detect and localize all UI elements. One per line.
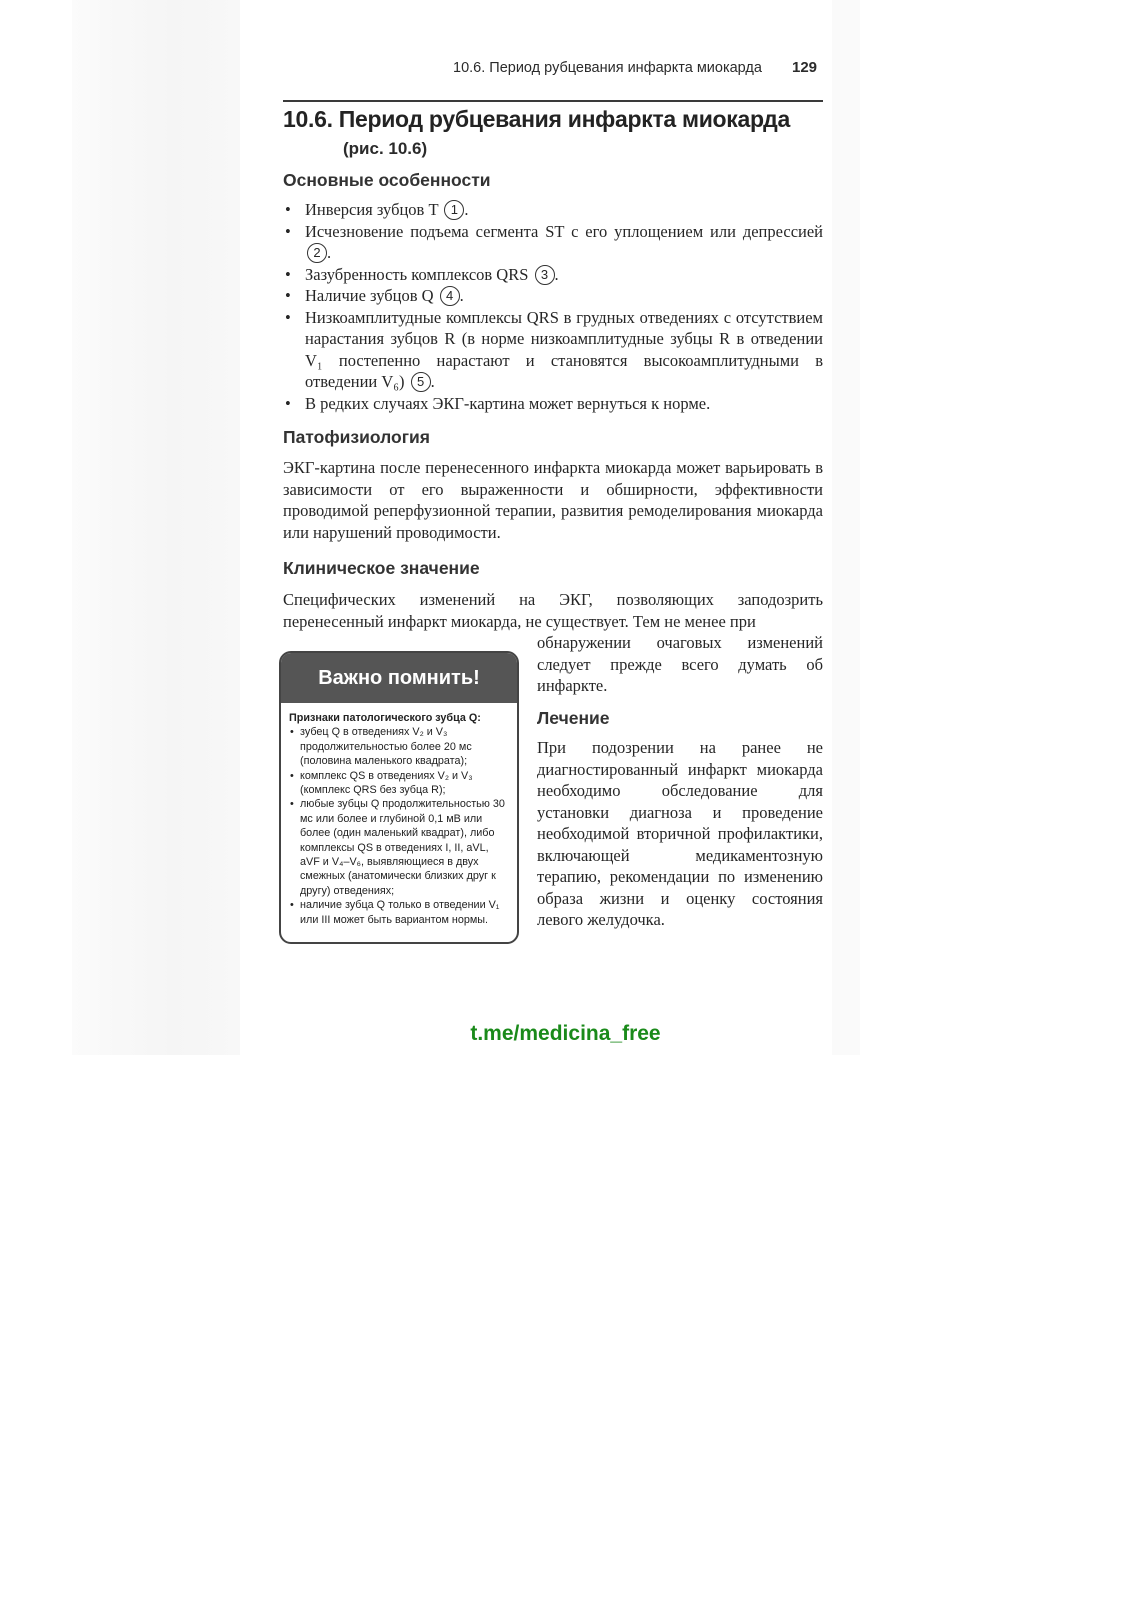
feature-item: • Зазубренность комплексов QRS 3 . [283,264,823,286]
remember-item: • зубец Q в отведениях V₂ и V₃ продолжительностью более 20 мс (половина маленького квадрата); [289,725,509,768]
clinical-text-continued: обнаружении очаговых изменений следует прежде всего думать об инфаркте. [537,633,823,695]
running-header [453,59,843,76]
scan-shadow-left [72,0,240,1055]
section-title: 10.6. Период рубцевания инфаркта миокарда [283,106,790,132]
remember-item: • любые зубцы Q продолжительностью 30 мс или более и глубиной 0,1 мВ или более (один маленький квадрат), либо комплексы QS в отведениях I, II, aVL, aVF и V₄–V₆, выявляющиеся в двух смежных (анатомически близких друг к другу) отведениях; [289,797,509,898]
features-list [283,199,823,414]
remember-box [279,651,519,944]
feature-item: • Инверсия зубцов T 1 . [283,199,823,221]
marker-2-icon: 2 [307,243,327,263]
section-figure-ref: (рис. 10.6) [343,139,428,158]
treatment-heading: Лечение [537,708,610,728]
features-heading: Основные особенности [283,170,491,190]
remember-item: • наличие зубца Q только в отведении V₁ или III может быть вариантом нормы. [289,898,509,927]
remember-box-title: Важно помнить! [281,653,517,703]
running-title: 10.6. Период рубцевания инфаркта миокарда [453,60,762,76]
marker-5-icon: 5 [411,372,431,392]
remember-box-lead: Признаки патологического зубца Q: [289,712,481,724]
header-rule [283,100,823,102]
scan-shadow-right [832,0,860,1055]
clinical-text: Специфических изменений на ЭКГ, позволяющих заподозрить перенесенный инфаркт миокарда, не существует. Тем не менее при [283,590,823,631]
feature-item: • Исчезновение подъема сегмента ST с его уплощением или депрессией 2 . [283,221,823,264]
pathophysiology-heading: Патофизиология [283,427,430,447]
feature-item: • Низкоамплитудные комплексы QRS в грудных отведениях с отсутствием нарастания зубцов R (в норме низкоамплитудные зубцы R в отведении V₁ постепенно нарастают и становятся высокоамплитудными в отведении V₆) 5 . [283,307,823,393]
marker-4-icon: 4 [440,286,460,306]
remember-box-body [281,703,517,927]
remember-box-list [289,725,509,927]
treatment-text: При подозрении на ранее не диагностированный инфаркт миокарда необходимо обследование для установки диагноза и проведение необходимой вторичной профилактики, включающей медикаментозную терапию, рекомендации по изменению образа жизни и оценку состояния левого желудочка. [537,738,823,929]
marker-3-icon: 3 [535,265,555,285]
feature-item: • В редких случаях ЭКГ-картина может вернуться к норме. [283,393,823,415]
telegram-link[interactable]: t.me/medicina_free [470,1022,661,1045]
remember-item: • комплекс QS в отведениях V₂ и V₃ (комплекс QRS без зубца R); [289,769,509,798]
pathophysiology-text: ЭКГ-картина после перенесенного инфаркта миокарда может варьировать в зависимости от его выраженности и обширности, эффективности проводимой реперфузионной терапии, развития ремоделирования миокарда или нарушений проводимости. [283,458,823,542]
marker-1-icon: 1 [444,200,464,220]
book-page [283,0,823,1055]
clinical-heading: Клиническое значение [283,558,480,578]
page-number: 129 [791,59,818,76]
feature-item: • Наличие зубцов Q 4 . [283,285,823,307]
